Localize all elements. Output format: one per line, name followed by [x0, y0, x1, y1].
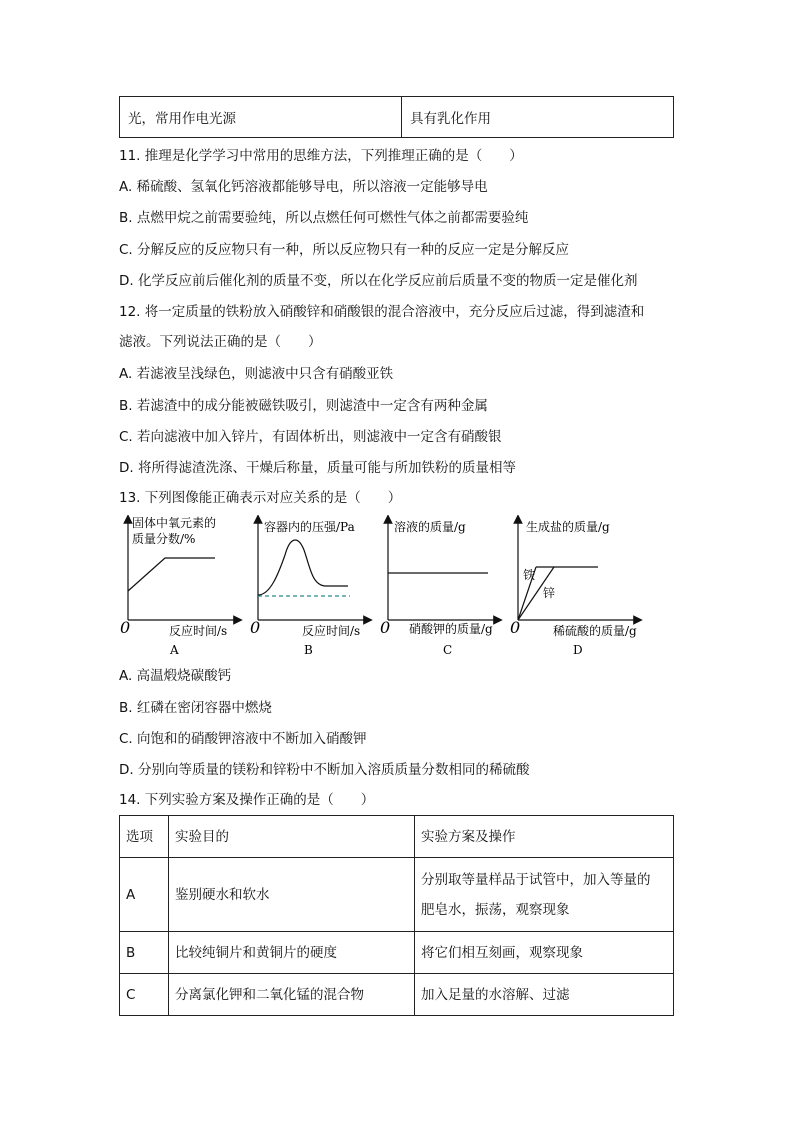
x-axis-label: 反应时间/s	[302, 624, 361, 638]
graph-caption: D	[573, 643, 583, 657]
table-cell: 光，常用作电光源	[120, 97, 402, 138]
origin-label: 0	[120, 618, 131, 637]
q11-option-d: D. 化学反应前后催化剂的质量不变，所以在化学反应前后质量不变的物质一定是催化剂	[119, 273, 638, 289]
graph-b	[250, 515, 375, 660]
table-cell: 具有乳化作用	[402, 97, 674, 138]
graph-d	[510, 515, 650, 660]
graph-a	[120, 515, 245, 660]
top-table-fragment	[119, 96, 674, 138]
table-header-cell: 实验方案及操作	[415, 816, 674, 858]
table-row	[120, 97, 674, 138]
graph-a-curve	[128, 558, 215, 591]
graph-c	[380, 515, 505, 660]
question-11-stem: 11. 推理是化学学习中常用的思维方法，下列推理正确的是（ ）	[119, 148, 523, 164]
table-cell-line: 肥皂水，振荡，观察现象	[421, 901, 570, 918]
graph-caption: C	[443, 643, 453, 657]
origin-label: 0	[250, 618, 261, 637]
y-axis-label: 生成盐的质量/g	[526, 520, 610, 534]
question-14-stem: 14. 下列实验方案及操作正确的是（ ）	[119, 792, 375, 808]
q13-option-a: A. 高温煅烧碳酸钙	[119, 668, 232, 684]
question-12-stem-line1: 12. 将一定质量的铁粉放入硝酸锌和硝酸银的混合溶液中，充分反应后过滤，得到滤渣和	[119, 304, 645, 320]
table-cell: 加入足量的水溶解、过滤	[415, 974, 674, 1016]
line-label-iron: 铁	[523, 568, 536, 582]
table-row	[120, 974, 674, 1016]
y-axis-label: 容器内的压强/Pa	[264, 520, 355, 534]
table-header-row	[120, 816, 674, 858]
table-cell: 鉴别硬水和软水	[169, 858, 415, 932]
q12-option-a: A. 若滤液呈浅绿色，则滤液中只含有硝酸亚铁	[119, 366, 394, 382]
q13-option-b: B. 红磷在密闭容器中燃烧	[119, 700, 272, 716]
q13-option-d: D. 分别向等质量的镁粉和锌粉中不断加入溶质质量分数相同的稀硫酸	[119, 762, 530, 778]
table-cell: C	[120, 974, 169, 1016]
table-cell: B	[120, 932, 169, 974]
table-row	[120, 932, 674, 974]
q12-option-b: B. 若滤渣中的成分能被磁铁吸引，则滤渣中一定含有两种金属	[119, 398, 488, 414]
question-12-stem-line2: 滤液。下列说法正确的是（ ）	[119, 334, 322, 350]
q11-option-c: C. 分解反应的反应物只有一种，所以反应物只有一种的反应一定是分解反应	[119, 242, 570, 258]
table-cell-line: 分别取等量样品于试管中，加入等量的	[421, 871, 651, 888]
graph-caption: A	[170, 643, 179, 657]
y-axis-label: 溶液的质量/g	[394, 520, 466, 534]
x-axis-label: 反应时间/s	[169, 624, 228, 638]
line-label-zinc: 锌	[543, 586, 556, 600]
y-axis-label: 固体中氧元素的	[132, 516, 217, 530]
table-cell: 将它们相互刻画，观察现象	[415, 932, 674, 974]
q11-option-a: A. 稀硫酸、氢氧化钙溶液都能够导电，所以溶液一定能够导电	[119, 179, 488, 195]
graph-b-curve	[258, 540, 348, 595]
q11-option-b: B. 点燃甲烷之前需要验纯，所以点燃任何可燃性气体之前都需要验纯	[119, 210, 529, 226]
origin-label: 0	[380, 618, 391, 637]
table-cell: 分离氯化钾和二氧化锰的混合物	[169, 974, 415, 1016]
q12-option-c: C. 若向滤液中加入锌片，有固体析出，则滤液中一定含有硝酸银	[119, 429, 502, 445]
origin-label: 0	[510, 618, 521, 637]
table-row	[120, 858, 674, 932]
question-13-stem: 13. 下列图像能正确表示对应关系的是（ ）	[119, 490, 402, 506]
y-axis-label: 质量分数/%	[132, 532, 196, 546]
table-cell: A	[120, 858, 169, 932]
table-cell	[415, 858, 674, 932]
q13-option-c: C. 向饱和的硝酸钾溶液中不断加入硝酸钾	[119, 731, 367, 747]
table-header-cell: 实验目的	[169, 816, 415, 858]
q12-option-d: D. 将所得滤渣洗涤、干燥后称量，质量可能与所加铁粉的质量相等	[119, 460, 516, 476]
table-cell: 比较纯铜片和黄铜片的硬度	[169, 932, 415, 974]
experiment-table	[119, 815, 674, 1016]
x-axis-label: 稀硫酸的质量/g	[553, 624, 637, 638]
x-axis-label: 硝酸钾的质量/g	[409, 622, 493, 636]
table-header-cell: 选项	[120, 816, 169, 858]
graph-caption: B	[304, 643, 313, 657]
